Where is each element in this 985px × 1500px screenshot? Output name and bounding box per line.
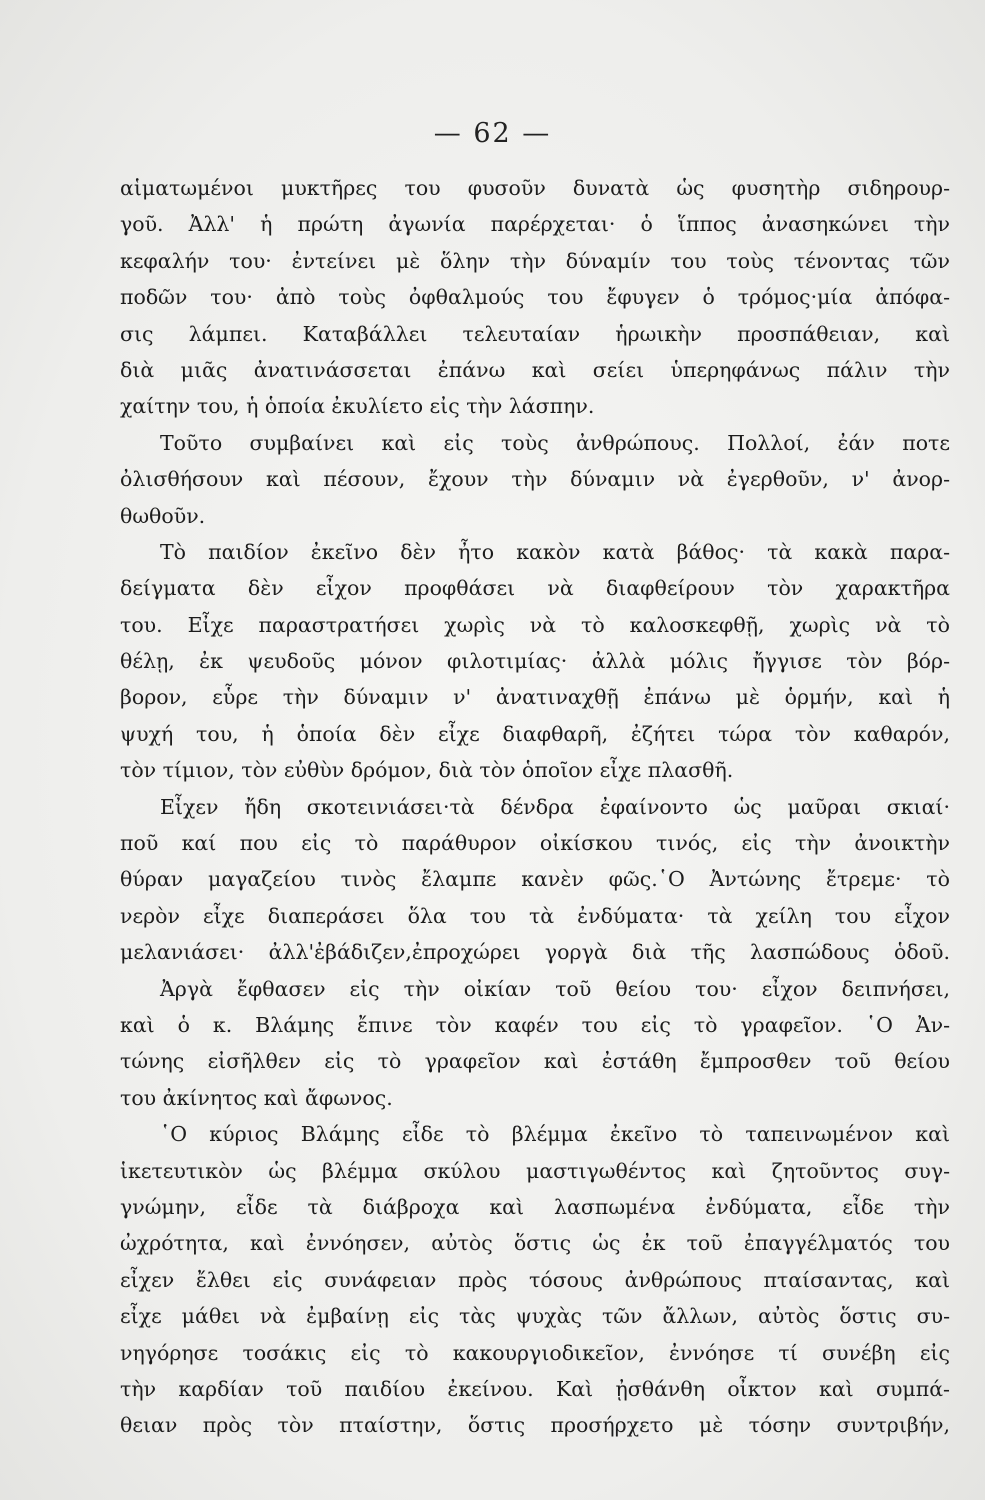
text-line: ὠχρότητα, καὶ ἐννόησεν, αὐτὸς ὅστις ὡς ἐκ τοῦ ἐπαγγέλματός του	[120, 1231, 950, 1256]
text-line: νερὸν εἶχε διαπεράσει ὅλα του τὰ ἐνδύματα· τὰ χείλη του εἶχον	[120, 903, 950, 928]
text-line: γοῦ. Ἀλλ' ἡ πρώτη ἀγωνία παρέρχεται· ὁ ἵππος ἀνασηκώνει τὴν	[120, 212, 950, 237]
text-line: Εἶχεν ἤδη σκοτεινιάσει·τὰ δένδρα ἐφαίνοντο ὡς μαῦραι σκιαί·	[160, 794, 950, 819]
text-line: διὰ μιᾶς ἀνατινάσσεται ἐπάνω καὶ σείει ὑπερηφάνως πάλιν τὴν	[120, 357, 950, 382]
text-line: θειαν πρὸς τὸν πταίστην, ὅστις προσήρχετο μὲ τόσην συντριβήν,	[120, 1413, 950, 1438]
text-line: ποδῶν του· ἀπὸ τοὺς ὀφθαλμούς του ἔφυγεν ὁ τρόμος·μία ἀπόφα-	[120, 285, 950, 310]
page-number: — 62 —	[433, 118, 552, 149]
text-line: ψυχή του, ἡ ὁποία δὲν εἶχε διαφθαρῆ, ἐζήτει τώρα τὸν καθαρόν,	[120, 721, 950, 746]
text-line: Ἀργὰ ἔφθασεν εἰς τὴν οἰκίαν τοῦ θείου του· εἶχον δειπνήσει,	[160, 976, 950, 1001]
text-line: εἶχε μάθει νὰ ἐμβαίνῃ εἰς τὰς ψυχὰς τῶν ἄλλων, αὐτὸς ὅστις συ-	[120, 1304, 950, 1329]
text-line: καὶ ὁ κ. Βλάμης ἔπινε τὸν καφέν του εἰς τὸ γραφεῖον. ῾Ο Ἀν-	[120, 1012, 950, 1037]
text-line: ἱκετευτικὸν ὡς βλέμμα σκύλου μαστιγωθέντος καὶ ζητοῦντος συγ-	[120, 1158, 950, 1183]
text-line: τὴν καρδίαν τοῦ παιδίου ἐκείνου. Καὶ ᾐσθάνθη οἶκτον καὶ συμπά-	[120, 1376, 950, 1401]
text-line: θέλῃ, ἐκ ψευδοῦς μόνον φιλοτιμίας· ἀλλὰ μόλις ἤγγισε τὸν βόρ-	[120, 649, 950, 674]
text-line: εἶχεν ἔλθει εἰς συνάφειαν πρὸς τόσους ἀνθρώπους πταίσαντας, καὶ	[120, 1267, 950, 1292]
text-line: χαίτην του, ἡ ὁποία ἐκυλίετο εἰς τὴν λάσπην.	[120, 394, 595, 419]
text-line: σις λάμπει. Καταβάλλει τελευταίαν ἡρωικὴν προσπάθειαν, καὶ	[120, 321, 950, 346]
text-line: βορον, εὗρε τὴν δύναμιν ν' ἀνατιναχθῇ ἐπάνω μὲ ὁρμήν, καὶ ἡ	[120, 685, 950, 710]
text-line: νηγόρησε τοσάκις εἰς τὸ κακουργιοδικεῖον, ἐννόησε τί συνέβη εἰς	[120, 1340, 950, 1365]
text-line: τὸν τίμιον, τὸν εὐθὺν δρόμον, διὰ τὸν ὁποῖον εἶχε πλασθῆ.	[120, 758, 734, 783]
text-line: δείγματα δὲν εἶχον προφθάσει νὰ διαφθείρουν τὸν χαρακτῆρα	[120, 576, 950, 601]
text-line: του. Εἶχε παραστρατήσει χωρὶς νὰ τὸ καλοσκεφθῇ, χωρὶς νὰ τὸ	[120, 612, 950, 637]
text-line: γνώμην, εἶδε τὰ διάβροχα καὶ λασπωμένα ἐνδύματα, εἶδε τὴν	[120, 1194, 950, 1219]
text-line: ὀλισθήσουν καὶ πέσουν, ἔχουν τὴν δύναμιν νὰ ἐγερθοῦν, ν' ἀνορ-	[120, 467, 950, 492]
text-line: ῾Ο κύριος Βλάμης εἶδε τὸ βλέμμα ἐκεῖνο τὸ ταπεινωμένον καὶ	[160, 1122, 950, 1147]
text-line: μελανιάσει· ἀλλ'ἐβάδιζεν,ἐπροχώρει γοργὰ διὰ τῆς λασπώδους ὁδοῦ.	[120, 940, 950, 965]
body-text	[120, 170, 950, 1444]
text-line: αἱματωμένοι μυκτῆρες του φυσοῦν δυνατὰ ὡς φυσητὴρ σιδηρουρ-	[120, 176, 950, 200]
text-line: Τὸ παιδίον ἐκεῖνο δὲν ἦτο κακὸν κατὰ βάθος· τὰ κακὰ παρα-	[160, 539, 950, 564]
text-line: τώνης εἰσῆλθεν εἰς τὸ γραφεῖον καὶ ἐστάθη ἔμπροσθεν τοῦ θείου	[120, 1049, 950, 1074]
text-line: Τοῦτο συμβαίνει καὶ εἰς τοὺς ἀνθρώπους. Πολλοί, ἐάν ποτε	[160, 430, 950, 455]
text-line: θωθοῦν.	[120, 503, 206, 528]
text-line: του ἀκίνητος καὶ ἄφωνος.	[120, 1085, 393, 1110]
text-line: θύραν μαγαζείου τινὸς ἔλαμπε κανὲν φῶς.῾Ο Ἀντώνης ἔτρεμε· τὸ	[120, 867, 950, 892]
text-line: ποῦ καί που εἰς τὸ παράθυρον οἰκίσκου τινός, εἰς τὴν ἀνοικτὴν	[120, 831, 950, 856]
text-line: κεφαλήν του· ἐντείνει μὲ ὅλην τὴν δύναμίν του τοὺς τένοντας τῶν	[120, 248, 950, 273]
